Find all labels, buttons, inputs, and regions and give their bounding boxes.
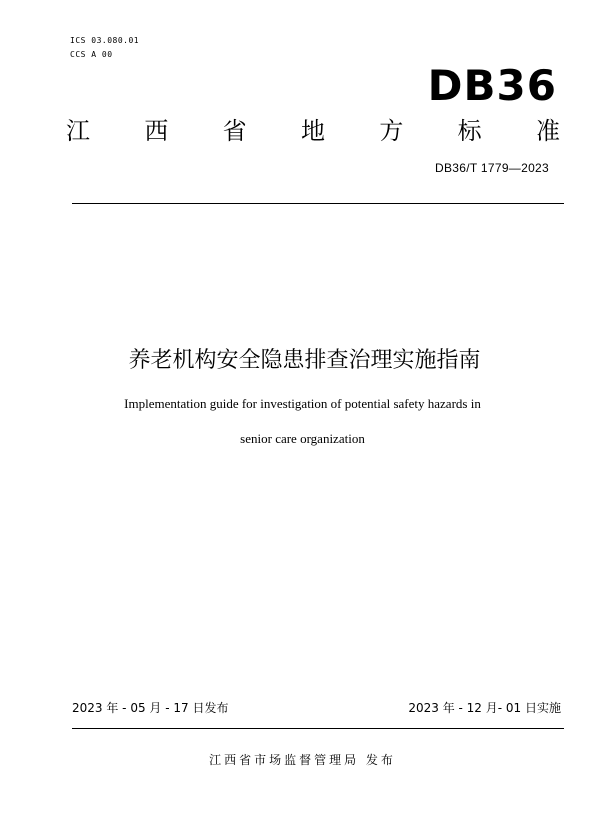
standard-type-char: 西 — [144, 117, 169, 145]
bottom-divider — [72, 728, 564, 729]
standard-type-char: 江 — [66, 117, 90, 145]
standard-type-char: 方 — [379, 117, 404, 145]
standard-number: DB36/T 1779—2023 — [435, 161, 549, 175]
ccs-code: CCS A 00 — [70, 50, 113, 59]
ics-code: ICS 03.080.01 — [70, 36, 140, 45]
standard-type — [66, 116, 560, 146]
document-title-en-line1: Implementation guide for investigation of potential safety hazards in — [124, 396, 481, 411]
standard-type-char: 准 — [535, 117, 560, 145]
document-title-en-line2: senior care organization — [240, 431, 365, 446]
standard-logo: DB36 — [427, 61, 557, 110]
top-divider — [72, 203, 564, 204]
implementation-date: 2023 年 - 12 月- 01 日实施 — [408, 701, 561, 715]
document-title-cn: 养老机构安全隐患排查治理实施指南 — [128, 348, 481, 373]
standard-type-char: 地 — [300, 117, 325, 145]
standard-type-char: 标 — [457, 117, 482, 145]
issue-date: 2023 年 - 05 月 - 17 日发布 — [72, 701, 229, 715]
publisher: 江西省市场监督管理局 发布 — [209, 753, 396, 767]
standard-type-char: 省 — [222, 117, 247, 145]
